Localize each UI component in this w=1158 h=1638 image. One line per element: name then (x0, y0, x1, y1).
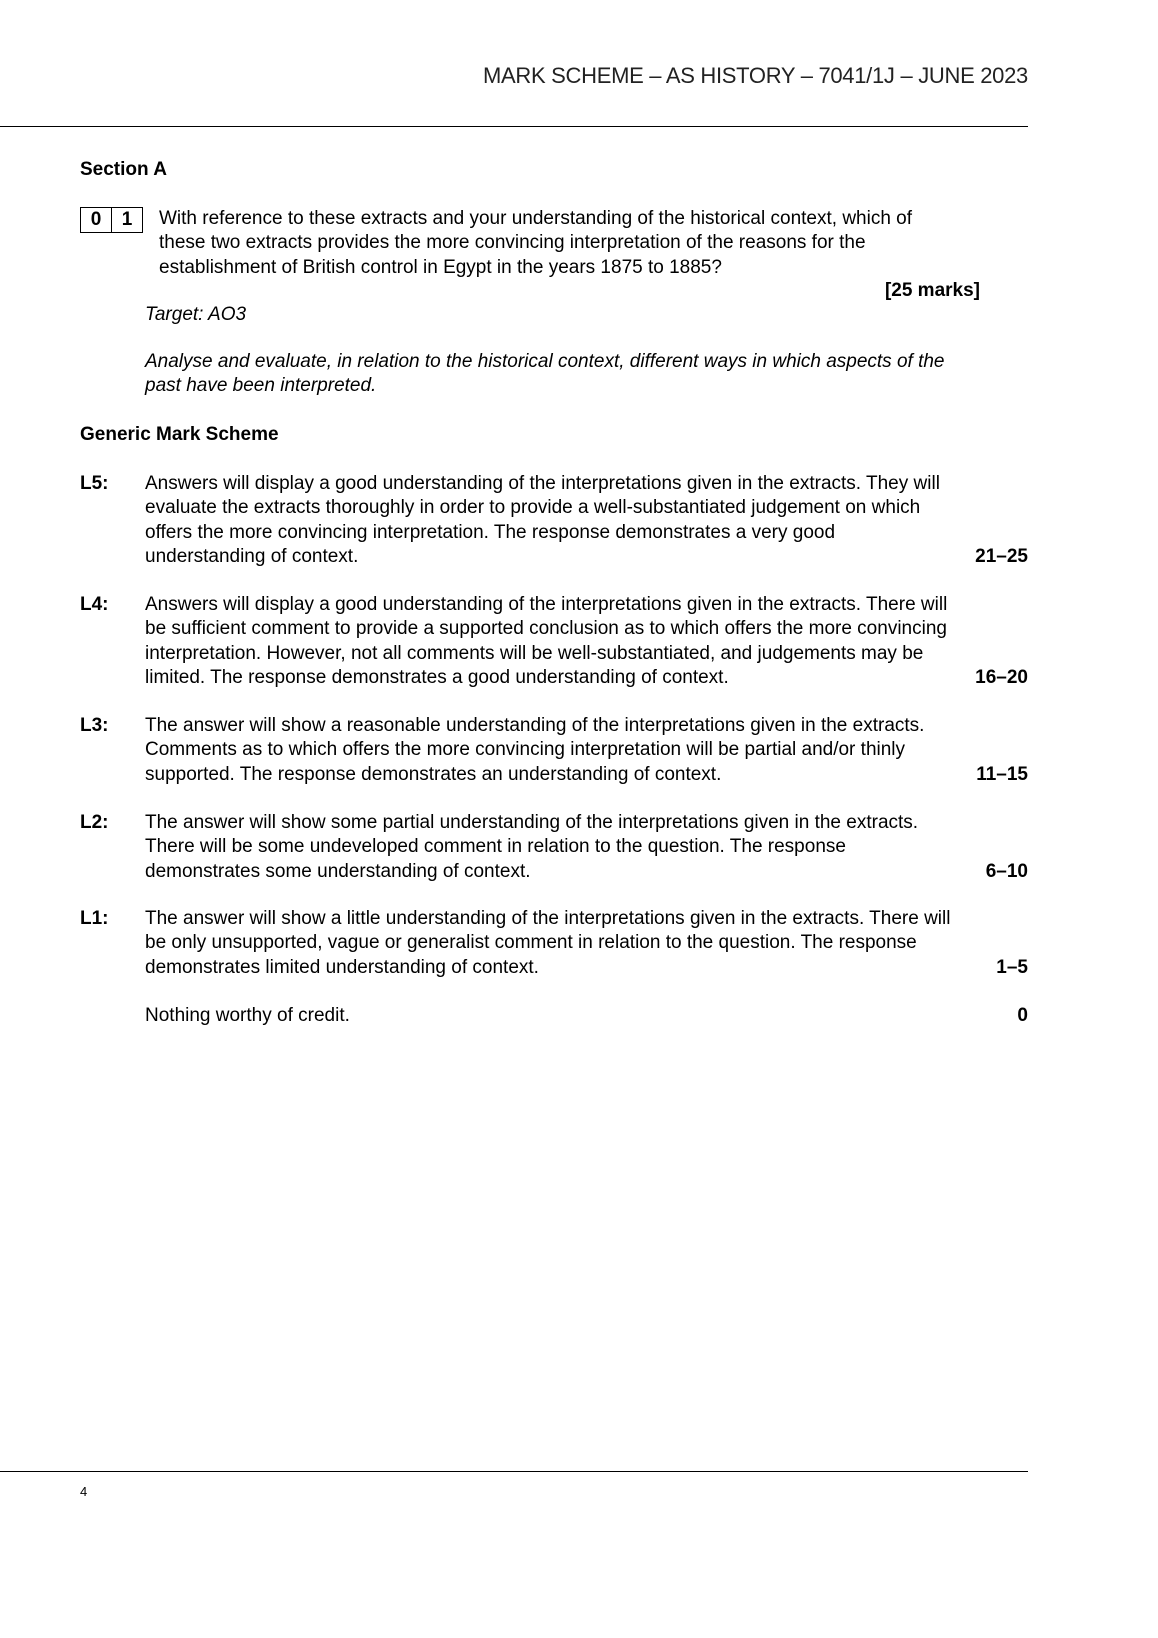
descriptor-line: demonstrates some understanding of context. (145, 860, 531, 882)
question-line: establishment of British control in Egypt in the years 1875 to 1885? (159, 256, 722, 278)
footer-rule (0, 1471, 1028, 1472)
level-label: L4: (80, 594, 109, 615)
running-header: MARK SCHEME – AS HISTORY – 7041/1J – JUNE 2023 (482, 63, 1028, 88)
level-marks: 16–20 (975, 667, 1028, 689)
descriptor-line: demonstrates limited understanding of context. (145, 956, 539, 978)
level-marks: 1–5 (996, 956, 1028, 978)
level-label: L3: (80, 715, 109, 736)
descriptor-line: evaluate the extracts thoroughly in order to provide a well-substantiated judgement on which (145, 497, 921, 519)
question-digit: 1 (111, 208, 142, 232)
descriptor-line: supported. The response demonstrates an understanding of context. (145, 763, 722, 785)
level-label: L5: (80, 473, 109, 494)
level-marks: 6–10 (985, 860, 1028, 882)
level-label: L2: (80, 812, 109, 833)
question-digit: 0 (90, 209, 102, 230)
level-descriptor (145, 714, 924, 787)
generic-mark-scheme-title: Generic Mark Scheme (80, 424, 279, 445)
descriptor-line: limited. The response demonstrates a good understanding of context. (145, 667, 729, 689)
question-marks: [25 marks] (884, 280, 980, 301)
question-text (159, 207, 912, 280)
target-line: past have been interpreted. (145, 375, 377, 397)
page-number: 4 (80, 1484, 88, 1499)
descriptor-line: offers the more convincing interpretation. The response demonstrates a very good (145, 521, 836, 543)
descriptor-line: interpretation. However, not all comments will be well-substantiated, and judgements may be (145, 642, 924, 664)
descriptor-line: Comments as to which offers the more convincing interpretation will be partial and/or thinly (145, 739, 906, 761)
level-descriptor (145, 1004, 350, 1028)
descriptor-line: be only unsupported, vague or generalist comment in relation to the question. The response (145, 932, 917, 954)
descriptor-line: There will be some undeveloped comment in relation to the question. The response (145, 836, 846, 858)
level-descriptor (145, 907, 950, 980)
descriptor-line: The answer will show some partial understanding of the interpretations given in the extracts. (145, 812, 919, 833)
level-descriptor (145, 593, 947, 691)
descriptor-line: be sufficient comment to provide a supported conclusion as to which offers the more convincing (145, 618, 947, 640)
question-line: these two extracts provides the more convincing interpretation of the reasons for the (159, 232, 866, 254)
descriptor-line: Answers will display a good understanding of the interpretations given in the extracts. There will (145, 594, 948, 615)
level-label: L1: (80, 908, 109, 929)
level-descriptor (145, 811, 918, 884)
level-descriptor (145, 472, 940, 570)
question-line: With reference to these extracts and your understanding of the historical context, which of (159, 208, 913, 229)
level-marks: 21–25 (975, 546, 1028, 568)
descriptor-line: understanding of context. (145, 546, 359, 568)
descriptor-line: The answer will show a little understanding of the interpretations given in the extracts. There will (145, 908, 951, 929)
question-number-box (80, 207, 143, 233)
descriptor-line: Nothing worthy of credit. (145, 1005, 350, 1026)
descriptor-line: Answers will display a good understanding of the interpretations given in the extracts. They will (145, 473, 940, 494)
descriptor-line: The answer will show a reasonable understanding of the interpretations given in the extracts. (145, 715, 925, 736)
level-marks: 0 (1017, 1005, 1028, 1026)
target-line: Analyse and evaluate, in relation to the historical context, different ways in which aspects of the (145, 351, 945, 372)
header-rule (0, 126, 1028, 127)
target: Target: AO3 (145, 304, 247, 325)
target-description (145, 350, 945, 399)
level-marks: 11–15 (976, 763, 1028, 785)
section-title: Section A (80, 159, 167, 180)
